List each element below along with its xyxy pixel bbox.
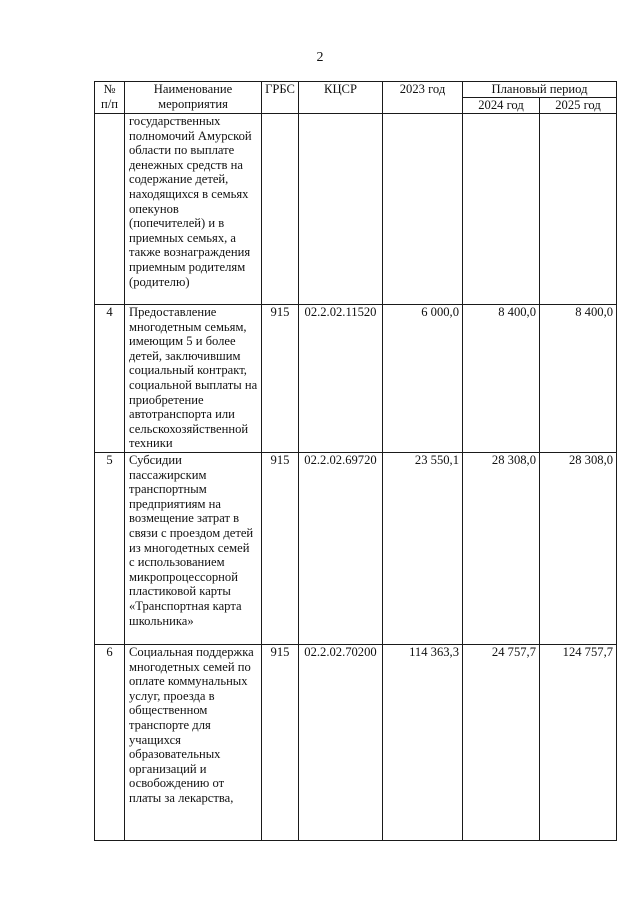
row-name: Социальная поддержка многодетных семей по оплате коммунальных услуг, проезда в общественном транспорте для учащихся образовательных организаций и освобождению от платы за лекарства, <box>125 645 262 841</box>
row-name: государственных полномочий Амурской области по выплате денежных средств на содержание детей, находящихся в семьях опекунов (попечителей) и в приемных семьях, а также вознаграждения приемным родителям (родителю) <box>125 114 262 305</box>
row-2024: 28 308,0 <box>463 453 540 645</box>
row-kcsr <box>299 114 383 305</box>
row-2025 <box>540 114 617 305</box>
row-2024: 8 400,0 <box>463 305 540 453</box>
header-planned-period: Плановый период <box>463 82 617 98</box>
header-2025: 2025 год <box>540 98 617 114</box>
row-grbs: 915 <box>262 453 299 645</box>
row-grbs: 915 <box>262 645 299 841</box>
row-2024 <box>463 114 540 305</box>
row-2023: 23 550,1 <box>383 453 463 645</box>
header-name: Наименование мероприятия <box>125 82 262 114</box>
table-row <box>95 645 617 841</box>
row-2023: 114 363,3 <box>383 645 463 841</box>
page-number: 2 <box>316 50 324 65</box>
row-num: 6 <box>95 645 125 841</box>
budget-table <box>94 81 617 841</box>
header-2023: 2023 год <box>383 82 463 114</box>
table-row <box>95 305 617 453</box>
row-num: 5 <box>95 453 125 645</box>
header-grbs: ГРБС <box>262 82 299 114</box>
row-2023 <box>383 114 463 305</box>
row-kcsr: 02.2.02.70200 <box>299 645 383 841</box>
row-grbs <box>262 114 299 305</box>
row-2025: 124 757,7 <box>540 645 617 841</box>
table-row <box>95 114 617 305</box>
header-kcsr: КЦСР <box>299 82 383 114</box>
header-2024: 2024 год <box>463 98 540 114</box>
row-2025: 8 400,0 <box>540 305 617 453</box>
row-kcsr: 02.2.02.11520 <box>299 305 383 453</box>
row-num: 4 <box>95 305 125 453</box>
row-grbs: 915 <box>262 305 299 453</box>
row-name: Предоставление многодетным семьям, имеющим 5 и более детей, заключившим социальный контракт, социальной выплаты на приобретение автотранспорта или сельскохозяйственной техники <box>125 305 262 453</box>
row-2024: 24 757,7 <box>463 645 540 841</box>
row-name: Субсидии пассажирским транспортным предприятиям на возмещение затрат в связи с проездом детей из многодетных семей с использованием микропроцессорной пластиковой карты «Транспортная карта школьника» <box>125 453 262 645</box>
row-kcsr: 02.2.02.69720 <box>299 453 383 645</box>
row-2025: 28 308,0 <box>540 453 617 645</box>
table-row <box>95 453 617 645</box>
header-num: № п/п <box>95 82 125 114</box>
row-2023: 6 000,0 <box>383 305 463 453</box>
row-num <box>95 114 125 305</box>
